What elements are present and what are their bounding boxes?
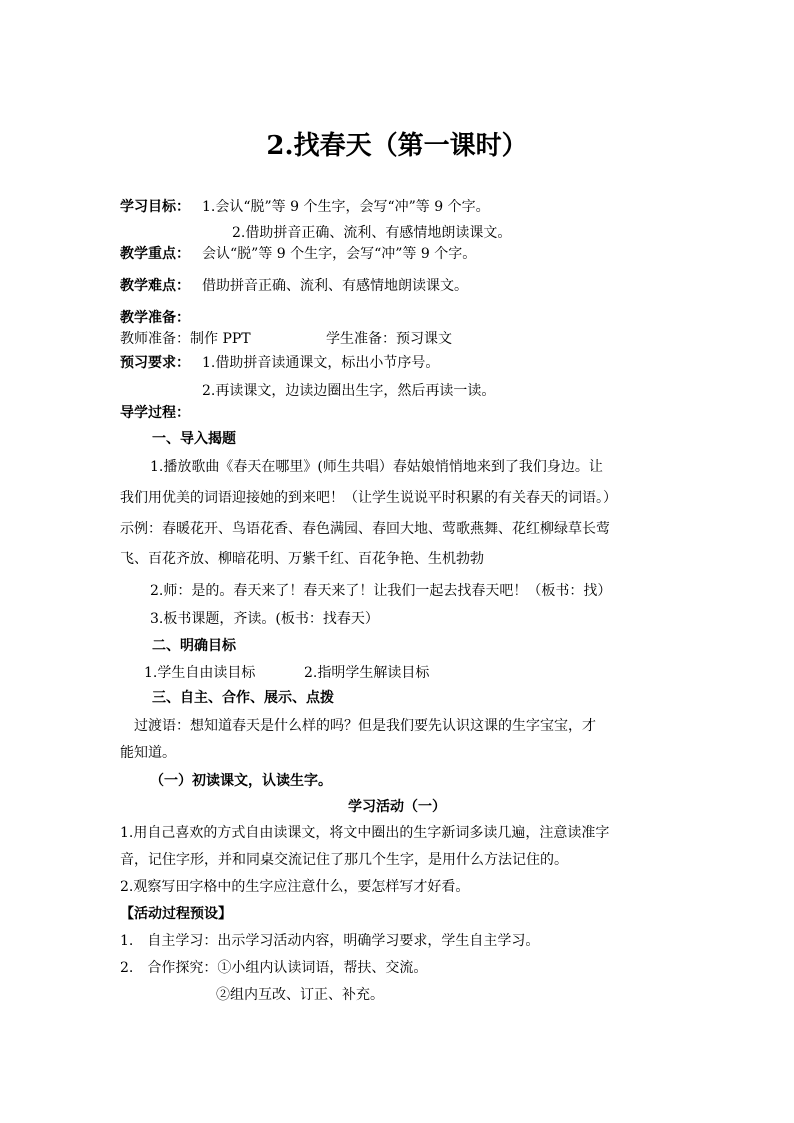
preview-2: 2.再读课文，边读边圈出生字，然后再读一读。	[202, 383, 496, 399]
activity-2: 2.观察写田字格中的生字应注意什么，要怎样写才好看。	[120, 879, 470, 895]
key-points: 会认“脱”等 9 个生字，会写“冲”等 9 个字。	[202, 246, 477, 262]
paragraph-2: 2.师：是的。春天来了！春天来了！让我们一起去找春天吧！（板书：找）	[150, 583, 612, 599]
objective-2: 2.借助拼音正确、流利、有感情地朗读课文。	[232, 225, 512, 241]
activity-1-line-2: 音，记住字形，并和同桌交流记住了那几个生字，是用什么方法记住的。	[120, 852, 568, 868]
transition-line-1: 过渡语：想知道春天是什么样的吗？但是我们要先认识这课的生字宝宝，才	[134, 718, 596, 734]
process-label: 导学过程：	[120, 405, 190, 421]
activity-title: 学习活动（一）	[348, 799, 446, 815]
preset-1: 1. 自主学习：出示学习活动内容，明确学习要求，学生自主学习。	[120, 933, 540, 949]
page-title: 2.找春天（第一课时）	[266, 131, 528, 161]
activity-1-line-1: 1.用自己喜欢的方式自由读课文，将文中圈出的生字新词多读几遍，注意读准字	[120, 825, 610, 841]
student-prep: 学生准备：预习课文	[326, 331, 452, 347]
subsection-1-heading: （一）初读课文，认读生字。	[150, 773, 332, 789]
difficulties-label: 教学难点：	[120, 278, 190, 294]
paragraph-1-line-4: 飞、百花齐放、柳暗花明、万紫千红、百花争艳、生机勃勃	[120, 551, 484, 567]
preview-1: 1.借助拼音读通课文，标出小节序号。	[202, 355, 440, 371]
preview-label: 预习要求：	[120, 355, 190, 371]
difficulties: 借助拼音正确、流利、有感情地朗读课文。	[202, 278, 468, 294]
preset-2: 2. 合作探究：①小组内认读词语，帮扶、交流。	[120, 960, 428, 976]
section-1-heading: 一、导入揭题	[152, 431, 236, 447]
goal-1: 1.学生自由读目标	[144, 665, 256, 681]
objectives-label: 学习目标：	[120, 199, 190, 215]
teacher-prep: 教师准备：制作 PPT	[120, 331, 251, 347]
paragraph-1-line-2: 我们用优美的词语迎接她的到来吧！（让学生说说平时积累的有关春天的词语。）	[120, 490, 617, 506]
paragraph-3: 3.板书课题，齐读。(板书：找春天）	[150, 611, 379, 627]
preset-3: ②组内互改、订正、补充。	[216, 987, 384, 1003]
paragraph-1-line-3: 示例：春暖花开、鸟语花香、春色满园、春回大地、莺歌燕舞、花红柳绿草长莺	[120, 521, 610, 537]
key-points-label: 教学重点：	[120, 246, 190, 262]
section-2-heading: 二、明确目标	[152, 638, 236, 654]
prep-label: 教学准备：	[120, 310, 190, 326]
objective-1: 1.会认“脱”等 9 个生字，会写“冲”等 9 个字。	[202, 199, 490, 215]
section-3-heading: 三、自主、合作、展示、点拨	[152, 690, 334, 706]
transition-line-2: 能知道。	[120, 745, 176, 761]
goal-2: 2.指明学生解读目标	[304, 665, 430, 681]
preset-heading: 【活动过程预设】	[120, 906, 232, 922]
paragraph-1-line-1: 1.播放歌曲《春天在哪里》(师生共唱）春姑娘悄悄地来到了我们身边。让	[150, 459, 603, 475]
